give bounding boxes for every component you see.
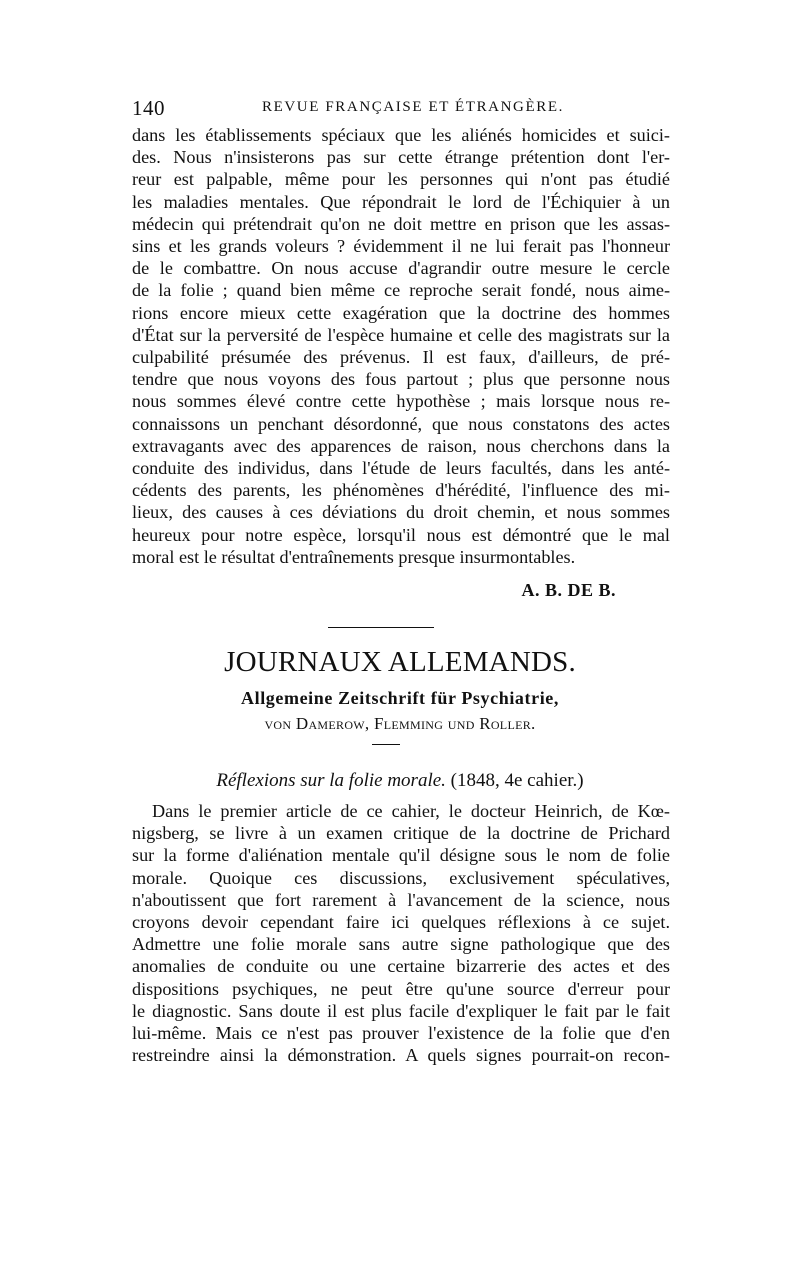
running-head-title: REVUE FRANÇAISE ET ÉTRANGÈRE. bbox=[262, 99, 564, 115]
text-line: le diagnostic. Sans doute il est plus facile d'expliquer le fait par le fait bbox=[132, 1000, 670, 1021]
text-line: les maladies mentales. Que répondrait le lord de l'Échiquier à un bbox=[132, 191, 670, 212]
text-line: lieux, des causes à ces déviations du droit chemin, et nous sommes bbox=[132, 502, 670, 523]
text-line: dispositions psychiques, ne peut être qu'une source d'erreur pour bbox=[132, 978, 670, 999]
author-signature: A. B. DE B. bbox=[521, 580, 616, 600]
text-line: nous sommes élevé contre cette hypothèse ; mais lorsque nous re- bbox=[132, 391, 670, 412]
text-line: des. Nous n'insisterons pas sur cette étrange prétention dont l'er- bbox=[132, 147, 670, 168]
text-line: restreindre ainsi la démonstration. A quels signes pourrait-on recon- bbox=[132, 1045, 670, 1066]
text-line: cédents des parents, les phénomènes d'hérédité, l'influence des mi- bbox=[132, 480, 670, 501]
text-line: croyons devoir cependant faire ici quelques réflexions à ce sujet. bbox=[132, 912, 670, 933]
text-line: médecin qui prétendrait qu'on ne doit mettre en prison que les assas- bbox=[132, 213, 670, 234]
text-line: morale. Quoique ces discussions, exclusivement spéculatives, bbox=[132, 867, 670, 888]
text-line: Admettre une folie morale sans autre signe pathologique que des bbox=[132, 934, 670, 955]
article-paragraph bbox=[132, 800, 670, 1066]
text-line: n'aboutissent que fort rarement à l'avancement de la science, nous bbox=[132, 889, 670, 910]
section-title: JOURNAUX ALLEMANDS. bbox=[224, 646, 576, 678]
short-divider bbox=[372, 744, 400, 745]
journal-name: Allgemeine Zeitschrift für Psychiatrie, bbox=[241, 688, 559, 708]
article-title bbox=[0, 770, 800, 792]
section-divider bbox=[328, 627, 434, 628]
text-line: reur est palpable, même pour les personnes qui n'ont pas étudié bbox=[132, 169, 670, 190]
text-line: conduite des individus, dans l'étude de leurs facultés, dans les anté- bbox=[132, 458, 670, 479]
text-line: moral est le résultat d'entraînements presque insurmontables. bbox=[132, 546, 576, 567]
text-line: connaissons un penchant désordonné, que nous constatons des actes bbox=[132, 413, 670, 434]
text-line: de le combattre. On nous accuse d'agrandir outre mesure le cercle bbox=[132, 258, 670, 279]
running-head bbox=[132, 96, 668, 120]
text-line: heureux pour notre espèce, lorsqu'il nous est démontré que le mal bbox=[132, 524, 670, 545]
text-line: nigsberg, se livre à un examen critique de la doctrine de Prichard bbox=[132, 823, 670, 844]
journal-editors: von Damerow, Flemming und Roller. bbox=[264, 714, 536, 733]
text-line: tendre que nous voyons des fous partout ; plus que personne nous bbox=[132, 369, 670, 390]
text-line: sins et les grands voleurs ? évidemment il ne lui ferait pas l'honneur bbox=[132, 236, 670, 257]
text-line: culpabilité présumée des prévenus. Il est faux, d'ailleurs, de pré- bbox=[132, 347, 670, 368]
article-title-italic: Réflexions sur la folie morale. bbox=[216, 770, 446, 791]
text-line: d'État sur la perversité de l'espèce humaine et celle des magistrats sur la bbox=[132, 324, 670, 345]
text-line: de la folie ; quand bien même ce reproche serait fondé, nous aime- bbox=[132, 280, 670, 301]
text-line: Dans le premier article de ce cahier, le docteur Heinrich, de Kœ- bbox=[152, 801, 670, 821]
text-line: anomalies de conduite ou une certaine bizarrerie des actes et des bbox=[132, 956, 670, 977]
text-line: dans les établissements spéciaux que les aliénés homicides et suici- bbox=[132, 125, 670, 145]
continuation-paragraph bbox=[132, 124, 670, 568]
text-line: sur la forme d'aliénation mentale qu'il désigne sous le nom de folie bbox=[132, 845, 670, 866]
text-line: extravagants avec des apparences de raison, nous cherchons dans la bbox=[132, 435, 670, 456]
page-number: 140 bbox=[132, 96, 165, 120]
text-line: rions encore mieux cette exagération que la doctrine des hommes bbox=[132, 302, 670, 323]
article-title-source: (1848, 4e cahier.) bbox=[445, 770, 584, 791]
text-line: lui-même. Mais ce n'est pas prouver l'existence de la folie que d'en bbox=[132, 1023, 670, 1044]
